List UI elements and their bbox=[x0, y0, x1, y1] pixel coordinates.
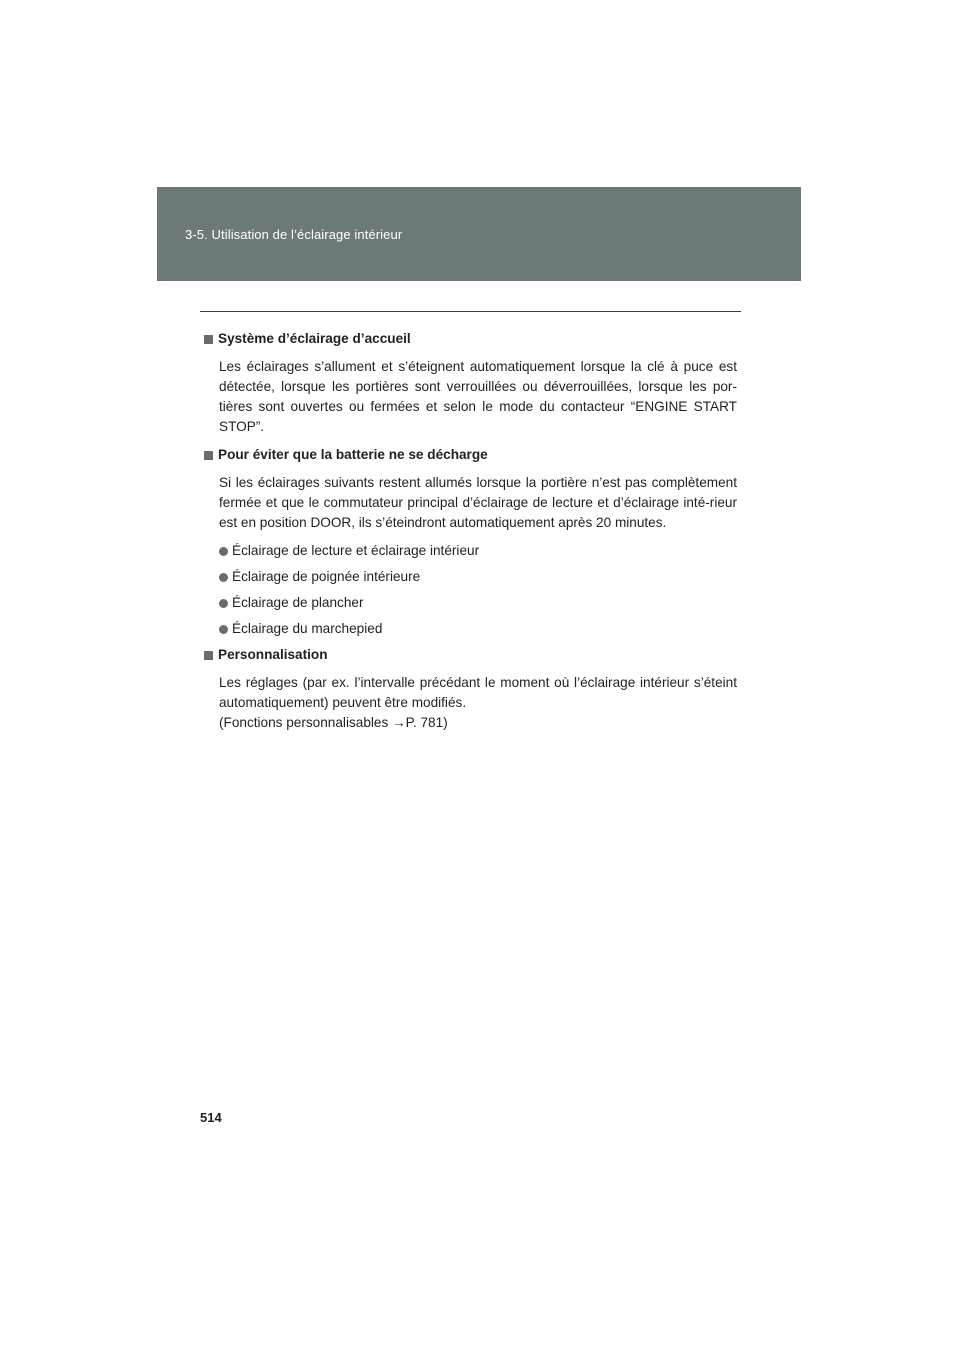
list-item-text: Éclairage de poignée intérieure bbox=[232, 569, 421, 584]
list-item-text: Éclairage de plancher bbox=[232, 595, 364, 610]
chapter-header-band bbox=[157, 187, 801, 281]
list-item-text: Éclairage de lecture et éclairage intérieur bbox=[232, 543, 480, 558]
list-item bbox=[219, 541, 737, 561]
section-divider bbox=[200, 311, 741, 312]
round-bullet-icon bbox=[219, 599, 228, 608]
list-item bbox=[219, 567, 737, 587]
section-heading-text: Personnalisation bbox=[218, 647, 328, 662]
section-paragraph: Si les éclairages suivants restent allumés lorsque la portière n’est pas complètement fermée et que le commutateur principal d’éclairage de lecture et d’éclairage inté-rieur est en position DOOR, ils s’éteindront automatiquement après 20 minutes. bbox=[219, 475, 737, 530]
round-bullet-icon bbox=[219, 547, 228, 556]
list-item bbox=[219, 593, 737, 613]
section-paragraph-text: Les réglages (par ex. l’intervalle précédant le moment où l’éclairage intérieur s’éteint automatiquement) peuvent être modifiés. bbox=[219, 675, 737, 710]
page-number: 514 bbox=[200, 1110, 222, 1125]
section-heading-welcome-lighting bbox=[204, 329, 737, 349]
page-content bbox=[204, 329, 737, 733]
section-paragraph: Les éclairages s’allument et s’éteignent automatiquement lorsque la clé à puce est détectée, lorsque les portières sont verrouillées ou déverrouillées, lorsque les por-tières sont ouvertes ou fermées et selon le mode du contacteur “ENGINE START STOP”. bbox=[219, 359, 737, 434]
round-bullet-icon bbox=[219, 573, 228, 582]
section-heading-battery bbox=[204, 445, 737, 465]
lights-list bbox=[219, 541, 737, 639]
list-item-text: Éclairage du marchepied bbox=[232, 621, 383, 636]
page-reference-link[interactable]: (Fonctions personnalisables →P. 781) bbox=[219, 715, 448, 730]
square-bullet-icon bbox=[204, 335, 213, 344]
section-heading-customization bbox=[204, 645, 737, 665]
round-bullet-icon bbox=[219, 625, 228, 634]
square-bullet-icon bbox=[204, 651, 213, 660]
section-heading-text: Pour éviter que la batterie ne se décharge bbox=[218, 447, 488, 462]
section-paragraph bbox=[219, 673, 737, 733]
square-bullet-icon bbox=[204, 451, 213, 460]
list-item bbox=[219, 619, 737, 639]
section-heading-text: Système d’éclairage d’accueil bbox=[218, 331, 411, 346]
chapter-title: 3-5. Utilisation de l’éclairage intérieur bbox=[185, 227, 403, 242]
